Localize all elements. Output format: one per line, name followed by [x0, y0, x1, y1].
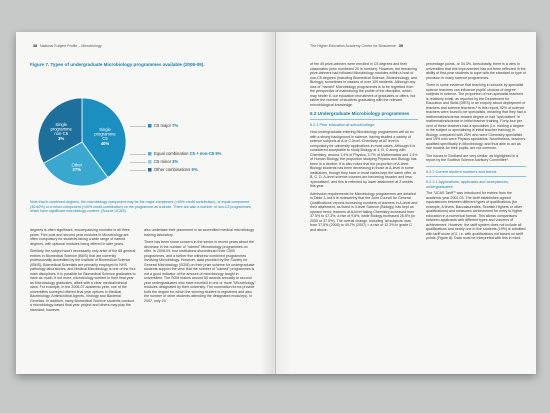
paragraph: also undertake their placement in an accredited medical microbiology training laboratory. — [144, 228, 255, 237]
figure-title: Figure 7. Types of undergraduate Microbiology programmes available (2008-09). — [30, 62, 205, 67]
book-spread — [16, 32, 536, 374]
paragraph: Admission requirements for Microbiology programmes are detailed in Table 3, but it is noteworthy that the Joint Council for General Qualifications' reports increasing numbers of learners in A-level and their attainment, as listed in 4-level Science (Biology) has kept an upward trend; learners at A-level taking Chemistry increased from 37.5% to 47.3%, a rise of 9.8%, while Biology increased 26.5% (in 2005 or 37.5%). The overall change, including 'all subjects' was from 37.5% (2005) to 49.7% (2007) = a rise of 12.3% in grade C and above. — [310, 191, 418, 232]
paragraph: percentage points, or 34.3%. Anecdotally, there is a view in universities that this improvement has not been reflected in the ability of first-year students to cope with the standard or type of provision in many science programmes. — [426, 62, 526, 80]
left-page-number: 38 — [33, 44, 37, 48]
right-page — [276, 32, 536, 374]
left-running-head — [30, 44, 102, 48]
paragraph: There is some evidence that teaching in schools by specialist science teachers can influence pupils' choices of degree subjects in science. The proportion of non-specialist teachers is relatively small, as reported by the Department for Education and Skills (DfES) in an enquiry about deployment of teachers and science teachers.¹ In this report, 92% of science teachers were found to be specialists, meaning that they had a mathematics/science-related degree or had "specialised" in mathematics/science in initial teacher training. Forty-four per cent of these teachers had a specialism (i.e. holding a degree in the subject or specialising in initial teacher training) in Biology, compared with 25% who were Chemistry specialists and 19% who were Physics specialists. Nonetheless, teachers qualified specifically in Microbiology, and thus able to act as role models for their pupils, are not common. — [426, 83, 526, 150]
pie-slice-label: Single programme non-C5 3% — [50, 121, 72, 141]
pie-slice-label: Other 27% — [71, 162, 82, 173]
legend-swatch — [148, 160, 152, 164]
divider — [426, 166, 526, 167]
paragraph: Similarly, the subject won't necessarily only arise of the 68 general entries in Biomedical Science (BMS) that are currently professionally accredited by the Institute of Biomedical Science (IBMS). Biomedical Scientists are primarily employed in NHS pathology laboratories, and Medical Microbiology is one of the four main disciplines. It is possible for Biomedical Science graduates to have as much, if not more, microbiology content in their final year as Microbiology graduates, albeit with a clear medical/clinical slant. For example, in the 2006-07 academic year, one of the universities surveyed offered final year options in Medical Bacteriology, Antimicrobial Agents, Virology and Bacterial Genetics. In addition, many Biomedical Science students conduct a microbiology-based final year project and others may play the standard; however, — [30, 249, 136, 312]
paragraph: How undergraduate entering Microbiology programmes will do so with a strong background in science, having studied a variety of science subjects at A or C-level. Chemistry at A2 level is compulsory for university applications in most cases. Although it is considered acceptable to study Biology at 1, B, C along with Chemistry, around 1.4% of Physics, 5.7% of Mathematics and 1.4% of Human Biology, the proportion studying Physics and Biology has been in a decline. It is also noted that the proportion of A-level Biology students has been decreasing in those at A-level in some institutions, though they have in most cases kept the same offer, or B, C, D. A-level science courses are becoming broader and less 'specialised', and this is reflected by lower attainment at 2 credits this year. — [310, 130, 418, 188]
paragraph: degrees is often significant, encompassing modules in all three years. Five post and second year modules in Microbiology are often compulsory for students taking a wide range of named degrees, with optional modules being offered in later years. — [30, 228, 130, 246]
left-running-head-text: National Subject Profile – Microbiology — [40, 44, 102, 48]
paragraph: The "UCAS Tariff"¹ was introduced for entries from the academic year 2002-03. The tariff establishes agreed equivalences between different types of qualifications (for example, A levels, Baccalaureates, Scottish Highers or other qualifications) and measures achievement for entry to higher education in a numerical format. This allows comparisons between applicants with different types and volumes of achievement. However, the tariff system does not include all qualifications and nearly one in five students (19%) is admitted with tariff score of 0, i.e. with qualifications not based on tariff points (Figure 8). Data must be interpreted with this in mind. — [426, 191, 526, 241]
right-running-head-text: The Higher Education Academy Centre for Bioscience — [310, 44, 396, 48]
subsection-heading: 6.2.1 Prior education at school/college — [310, 123, 375, 128]
subsection-heading: 6.2.2 Current student numbers and trends — [426, 169, 497, 174]
pie-slice-label: Single programme C5 40% — [94, 126, 116, 146]
section-heading: 6.2 Undergraduate Microbiology programmes — [310, 111, 410, 116]
left-body-column-1 — [30, 228, 136, 368]
left-page — [16, 32, 276, 374]
divider — [426, 176, 526, 177]
right-body-column-1 — [310, 62, 418, 362]
legend-swatch — [148, 168, 152, 172]
legend-label: C5 major 7% — [154, 123, 179, 129]
legend-swatch — [148, 124, 152, 128]
subsection-heading: 6.2.2.1 Applications, applicants and acceptances, undergraduates — [426, 180, 509, 189]
paragraph: of the 49 prize-winners were enrolled in C5 degrees and their classmates (who numbered 20 in number). However, the remaining prize-winners had followed Microbiology modules within a host of non-C5 degrees (including Biomedical Science, Biotechnology, and Biology); sometimes in classes of over 100 students. Although any loss of "named" Microbiology programmes is to be regretted from the perspective of maintaining the profile of the discipline, which may hinder it, our education recruitment of graduates or offers, but rather the number of students graduating with the relevant microbiological knowledge. — [310, 62, 417, 107]
pie-chart — [30, 72, 260, 202]
legend-label: Other combinations 5% — [154, 167, 198, 173]
divider — [310, 119, 418, 120]
paragraph: The issues in Scotland are very similar, as highlighted in a report by the Scottish Science Advisory Committee¹. — [426, 153, 519, 162]
legend-label: C5 minor 3% — [154, 159, 179, 165]
legend-swatch — [148, 152, 152, 156]
right-running-head — [310, 44, 406, 48]
legend-label: Equal combination C5 + non-C5 5% — [154, 151, 222, 157]
right-page-number: 39 — [398, 44, 403, 48]
paragraph: There has been some concern in the sector in recent years about the decrease in the number of "named" Microbiology programmes on offer. In 2008-09, four institutions discontinued their C500 programmes, and a further five withdrew combined programmes involving Microbiology. However, data provided by the Society for General Microbiology (SGM) on their prize scheme for undergraduate students support the view that the number of "named" programmes is not a good indicator of the amount of microbiology taught in universities. The SGM makes around 50 awards annually to second year undergraduates who have excelled in one or more "Microbiology" modules designated by their university. The nomination forms provide both the degree for which the winning student is registered and also the number of other students attending the designated module(s). In 2007, only 24 — [144, 240, 256, 303]
right-body-column-2 — [426, 62, 526, 362]
left-body-column-2 — [144, 228, 256, 368]
figure-caption: Note that in combined degrees, the microbiology component may be the major component (>60% credit contribution), or equal component (40-60%) or a minor component (<40% credit contribution) on the programme as a whole. There are also a number of non-C3 programmes, which have significant microbiology content. (Source UCAS). — [30, 200, 252, 214]
